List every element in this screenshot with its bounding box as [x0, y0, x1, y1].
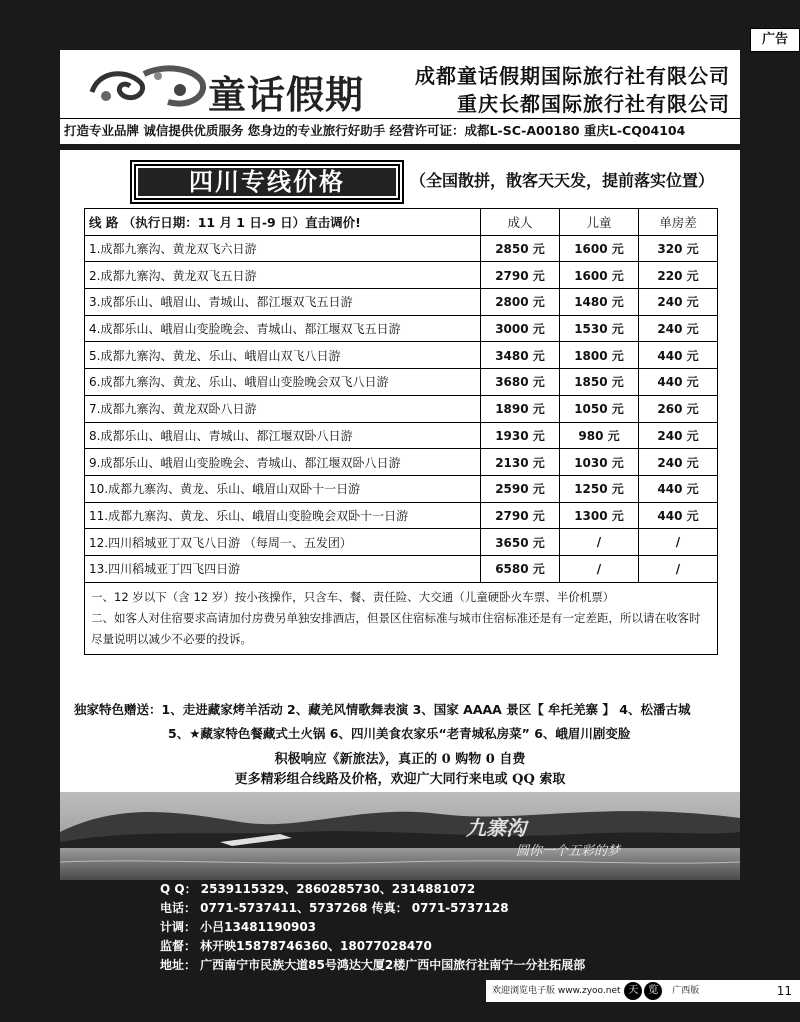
child-price: 1600 元 [560, 262, 639, 289]
route-cell: 6.成都九寨沟、黄龙、乐山、峨眉山变脸晚会双飞八日游 [85, 369, 481, 396]
route-cell: 9.成都乐山、峨眉山变脸晚会、青城山、都江堰双卧八日游 [85, 449, 481, 476]
gifts-line-1: 独家特色赠送：1、走进藏家烤羊活动 2、藏羌风情歌舞表演 3、国家 AAAA 景区【 牟托羌寨 】 4、松潘古城 [74, 702, 691, 717]
page-number: 11 [776, 984, 792, 998]
adult-price: 1890 元 [481, 395, 560, 422]
adult-price: 2850 元 [481, 235, 560, 262]
route-cell: 5.成都九寨沟、黄龙、乐山、峨眉山双飞八日游 [85, 342, 481, 369]
brand-badge-2: 览 [644, 982, 662, 1000]
adult-price: 2790 元 [481, 502, 560, 529]
logo-swirl-icon [84, 62, 214, 110]
promo [60, 750, 740, 790]
footer [486, 980, 800, 1002]
child-price: 1300 元 [560, 502, 639, 529]
landscape-image [60, 792, 740, 880]
slogan: 打造专业品牌 诚信提供优质服务 您身边的专业旅行好助手 经营许可证：成都L-SC-A00180 重庆L-CQ04104 [64, 123, 686, 138]
contact-planner: 计调： 小吕13481190903 [160, 920, 317, 934]
ad-tag: 广告 [750, 28, 800, 52]
adult-price: 2790 元 [481, 262, 560, 289]
table-row [85, 315, 718, 342]
adult-price: 3650 元 [481, 529, 560, 556]
table-row [85, 235, 718, 262]
adult-price: 3000 元 [481, 315, 560, 342]
table-header-row [85, 209, 718, 236]
contact-info [160, 880, 760, 975]
route-cell: 7.成都九寨沟、黄龙双卧八日游 [85, 395, 481, 422]
promo-line-2: 更多精彩组合线路及价格，欢迎广大同行来电或 QQ 索取 [234, 772, 566, 787]
child-price: 980 元 [560, 422, 639, 449]
table-row [85, 289, 718, 316]
table-row [85, 449, 718, 476]
route-cell: 10.成都九寨沟、黄龙、乐山、峨眉山双卧十一日游 [85, 475, 481, 502]
child-price: / [560, 555, 639, 582]
single-supplement: 260 元 [639, 395, 718, 422]
edition-label: 广西版 [672, 986, 700, 996]
company-name-chengdu: 成都童话假期国际旅行社有限公司 [415, 64, 730, 88]
table-row [85, 369, 718, 396]
child-price: 1050 元 [560, 395, 639, 422]
adult-price: 2590 元 [481, 475, 560, 502]
adult-price: 2130 元 [481, 449, 560, 476]
adult-price: 3480 元 [481, 342, 560, 369]
header-route: 线 路 （执行日期：11 月 1 日-9 日）直击调价! [85, 209, 481, 236]
table-notes [85, 582, 718, 654]
single-supplement: / [639, 555, 718, 582]
table-row [85, 342, 718, 369]
single-supplement: 440 元 [639, 475, 718, 502]
company-name-chongqing: 重庆长都国际旅行社有限公司 [457, 92, 730, 116]
photo-subtitle: 圆你一个五彩的梦 [515, 844, 620, 859]
contact-address: 地址： 广西南宁市民族大道85号鸿达大厦2楼广西中国旅行社南宁一分社拓展部 [160, 958, 586, 972]
adult-price: 2800 元 [481, 289, 560, 316]
route-cell: 2.成都九寨沟、黄龙双飞五日游 [85, 262, 481, 289]
contact-supervisor: 监督： 林开映15878746360、18077028470 [160, 939, 432, 953]
price-table [84, 208, 718, 655]
header-single: 单房差 [639, 209, 718, 236]
route-cell: 12.四川稻城亚丁双飞八日游 （每周一、五发团） [85, 529, 481, 556]
child-price: 1530 元 [560, 315, 639, 342]
route-cell: 11.成都九寨沟、黄龙、乐山、峨眉山变脸晚会双卧十一日游 [85, 502, 481, 529]
section-title: 四川专线价格 [138, 168, 396, 196]
route-cell: 4.成都乐山、峨眉山变脸晚会、青城山、都江堰双飞五日游 [85, 315, 481, 342]
logo-text: 童话假期 [208, 73, 365, 117]
single-supplement: 320 元 [639, 235, 718, 262]
single-supplement: / [639, 529, 718, 556]
table-row [85, 422, 718, 449]
single-supplement: 440 元 [639, 502, 718, 529]
adult-price: 3680 元 [481, 369, 560, 396]
section-title-note: （全国散拼，散客天天发，提前落实位置） [410, 171, 715, 190]
divider-band [0, 144, 800, 150]
adult-price: 1930 元 [481, 422, 560, 449]
header-adult: 成人 [481, 209, 560, 236]
route-cell: 8.成都乐山、峨眉山、青城山、都江堰双卧八日游 [85, 422, 481, 449]
table-row [85, 475, 718, 502]
child-price: 1600 元 [560, 235, 639, 262]
route-cell: 3.成都乐山、峨眉山、青城山、都江堰双飞五日游 [85, 289, 481, 316]
child-price: 1030 元 [560, 449, 639, 476]
child-price: / [560, 529, 639, 556]
contact-phone: 电话： 0771-5737411、5737268 传真： 0771-5737128 [160, 901, 509, 915]
table-row [85, 262, 718, 289]
single-supplement: 240 元 [639, 449, 718, 476]
note-accommodation: 二、如客人对住宿要求高请加付房费另单独安排酒店，但景区住宿标准与城市住宿标准还是有一定差距，所以请在收客时尽量说明以减少不必要的投诉。 [91, 610, 701, 646]
child-price: 1480 元 [560, 289, 639, 316]
table-notes-row [85, 582, 718, 654]
footer-text: 欢迎浏览电子版 www.zyoo.net [492, 986, 621, 996]
route-cell: 13.四川稻城亚丁四飞四日游 [85, 555, 481, 582]
table-row [85, 395, 718, 422]
note-children: 一、12 岁以下（含 12 岁）按小孩操作，只含车、餐、责任险、大交通（儿童硬卧火车票、半价机票） [91, 589, 615, 604]
jiuzhaigou-photo [60, 792, 740, 880]
header-child: 儿童 [560, 209, 639, 236]
promo-line-1: 积极响应《新旅法》，真正的 0 购物 0 自费 [274, 752, 526, 767]
single-supplement: 220 元 [639, 262, 718, 289]
gifts-line-2: 5、★藏家特色餐藏式土火锅 6、四川美食农家乐“老青城私房菜” 6、峨眉川剧变脸 [168, 726, 631, 741]
photo-title: 九寨沟 [466, 816, 526, 840]
brand-badge-1: 天 [624, 982, 642, 1000]
single-supplement: 240 元 [639, 315, 718, 342]
child-price: 1850 元 [560, 369, 639, 396]
single-supplement: 440 元 [639, 342, 718, 369]
ad-page [60, 50, 740, 880]
table-row [85, 529, 718, 556]
section-title-box [130, 160, 404, 204]
price-table-wrap [84, 208, 718, 655]
child-price: 1800 元 [560, 342, 639, 369]
child-price: 1250 元 [560, 475, 639, 502]
adult-price: 6580 元 [481, 555, 560, 582]
table-row [85, 502, 718, 529]
single-supplement: 240 元 [639, 289, 718, 316]
single-supplement: 240 元 [639, 422, 718, 449]
route-cell: 1.成都九寨沟、黄龙双飞六日游 [85, 235, 481, 262]
single-supplement: 440 元 [639, 369, 718, 396]
logo [84, 58, 384, 117]
table-row [85, 555, 718, 582]
contact-qq: Q Q： 2539115329、2860285730、2314881072 [160, 882, 476, 896]
header [60, 50, 740, 119]
